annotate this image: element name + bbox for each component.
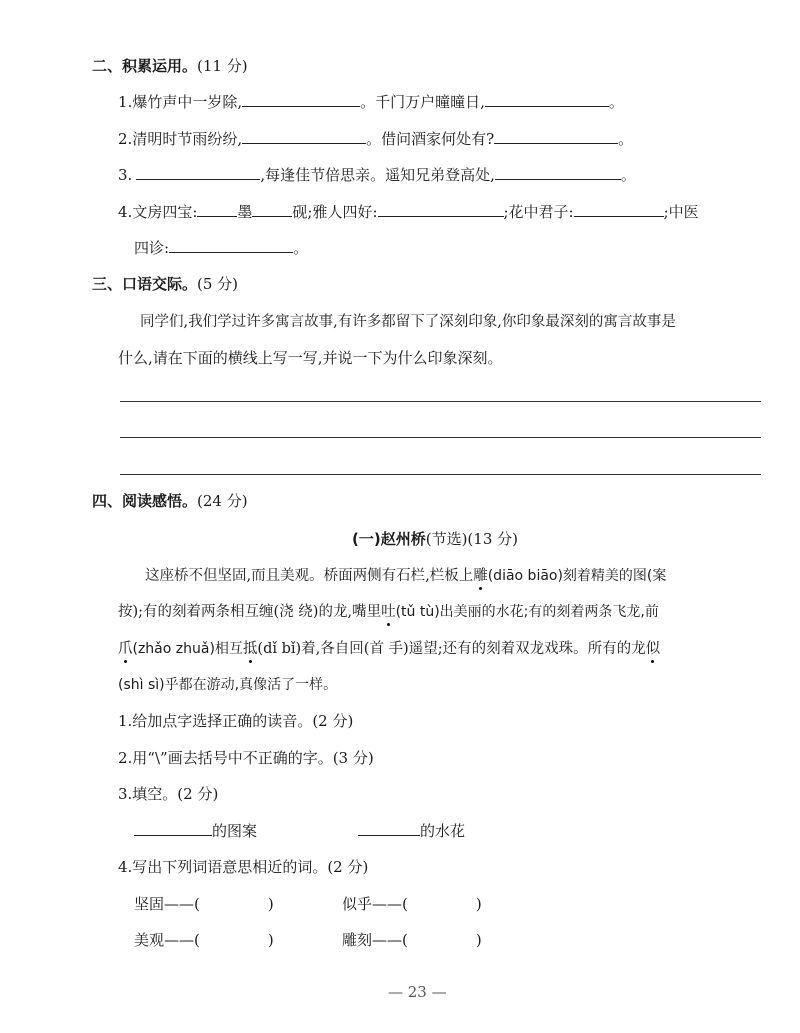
question-text: 。借问酒家何处有? xyxy=(366,130,495,148)
answer-blank[interactable] xyxy=(574,202,664,217)
word-prompt: 似乎——( xyxy=(342,895,408,913)
answer-blank[interactable] xyxy=(358,821,420,836)
question-2-4-cont xyxy=(134,238,308,258)
section-4-score: (24 分) xyxy=(197,492,248,510)
word-item xyxy=(342,930,482,950)
answer-blank[interactable] xyxy=(242,129,366,144)
dotted-char: 雕 xyxy=(473,568,488,584)
word-close: ) xyxy=(475,895,482,913)
section-3-score: (5 分) xyxy=(197,275,239,293)
question-text: 文房四宝: xyxy=(132,203,198,221)
question-number: 4. xyxy=(118,203,133,221)
passage-line-1 xyxy=(145,566,666,586)
word-prompt: 美观——( xyxy=(134,931,200,949)
fill-in-text: 的图案 xyxy=(212,822,258,840)
question-4-4: 4.写出下列词语意思相近的词。(2 分) xyxy=(118,858,369,876)
dotted-char: 抵 xyxy=(242,641,258,657)
question-text: ;中医 xyxy=(663,203,699,221)
section-2-title: 二、积累运用。 xyxy=(92,57,198,75)
word-item xyxy=(134,930,274,950)
writing-line[interactable] xyxy=(120,437,761,438)
fill-in-spray xyxy=(358,821,465,841)
passage-text: (dǐ bǐ)着,各自回(首 手)遥望;还有的刻着双龙戏珠。所有的龙 xyxy=(257,641,646,657)
word-item xyxy=(134,894,274,914)
passage-title: (一)赵州桥 xyxy=(352,530,426,548)
passage-line-2 xyxy=(118,602,659,622)
question-text: 。 xyxy=(608,93,624,111)
question-text: 爆竹声中一岁除, xyxy=(132,93,243,111)
answer-blank[interactable] xyxy=(136,165,260,180)
question-number: 3. xyxy=(118,166,133,184)
question-4-1: 1.给加点字选择正确的读音。(2 分) xyxy=(118,712,354,730)
passage-note: (节选)(13 分) xyxy=(425,530,518,548)
passage-text: (zhǎo zhuǎ)相互 xyxy=(132,641,243,657)
passage-heading xyxy=(352,529,518,549)
section-3-title: 三、口语交际。 xyxy=(92,275,198,293)
section-3-heading xyxy=(92,274,238,294)
section-4-heading xyxy=(92,491,248,511)
question-text: 清明时节雨纷纷, xyxy=(132,130,243,148)
section-3-prompt-line-2: 什么,请在下面的横线上写一写,并说一下为什么印象深刻。 xyxy=(118,349,503,367)
word-close: ) xyxy=(267,895,274,913)
answer-blank[interactable] xyxy=(134,821,212,836)
dotted-char: 爪 xyxy=(118,641,133,657)
writing-line[interactable] xyxy=(120,474,761,475)
question-text: 。 xyxy=(618,130,634,148)
word-prompt: 雕刻——( xyxy=(342,931,408,949)
question-number: 2. xyxy=(118,130,133,148)
question-text: 砚;雅人四好: xyxy=(292,203,378,221)
section-4-title: 四、阅读感悟。 xyxy=(92,492,198,510)
answer-blank[interactable] xyxy=(252,202,292,217)
section-2-heading xyxy=(92,56,248,76)
question-text: ,每逢佳节倍思亲。遥知兄弟登高处, xyxy=(260,166,495,184)
answer-blank[interactable] xyxy=(495,165,621,180)
fill-in-pattern xyxy=(134,821,257,841)
word-item xyxy=(342,894,482,914)
section-2-score: (11 分) xyxy=(197,57,248,75)
dotted-char: 似 xyxy=(645,641,661,657)
writing-line[interactable] xyxy=(120,401,761,402)
answer-blank[interactable] xyxy=(485,92,609,107)
question-text: ;花中君子: xyxy=(503,203,574,221)
question-2-3 xyxy=(118,165,636,185)
passage-line-3 xyxy=(118,639,660,659)
answer-blank[interactable] xyxy=(242,92,360,107)
question-2-1 xyxy=(118,92,624,112)
question-text: 墨 xyxy=(237,203,253,221)
word-close: ) xyxy=(267,931,274,949)
word-prompt: 坚固——( xyxy=(134,895,200,913)
question-text: 。千门万户曈曈日, xyxy=(360,93,485,111)
answer-blank[interactable] xyxy=(197,202,237,217)
question-4-3: 3.填空。(2 分) xyxy=(118,785,219,803)
question-2-4 xyxy=(118,202,699,222)
question-text: 。 xyxy=(620,166,636,184)
answer-blank[interactable] xyxy=(169,238,293,253)
dotted-char: 吐 xyxy=(381,604,396,620)
question-4-2: 2.用“\”画去括号中不正确的字。(3 分) xyxy=(118,749,374,767)
question-text: 四诊: xyxy=(134,239,170,257)
word-close: ) xyxy=(475,931,482,949)
question-text: 。 xyxy=(293,239,309,257)
answer-blank[interactable] xyxy=(494,129,618,144)
passage-text: (tǔ tù)出美丽的水花;有的刻着两条飞龙,前 xyxy=(395,604,659,620)
question-2-2 xyxy=(118,129,633,149)
passage-text: 按);有的刻着两条相互缠(浇 绕)的龙,嘴里 xyxy=(118,604,382,620)
passage-text: 这座桥不但坚固,而且美观。桥面两侧有石栏,栏板上 xyxy=(145,568,474,584)
page-number: — 23 — xyxy=(388,983,447,1001)
passage-line-4: (shì sì)乎都在游动,真像活了一样。 xyxy=(118,677,338,693)
fill-in-text: 的水花 xyxy=(420,822,466,840)
answer-blank[interactable] xyxy=(378,202,504,217)
section-3-prompt-line-1: 同学们,我们学过许多寓言故事,有许多都留下了深刻印象,你印象最深刻的寓言故事是 xyxy=(140,314,676,330)
passage-text: (diāo biāo)刻着精美的图(案 xyxy=(487,568,667,584)
question-number: 1. xyxy=(118,93,133,111)
